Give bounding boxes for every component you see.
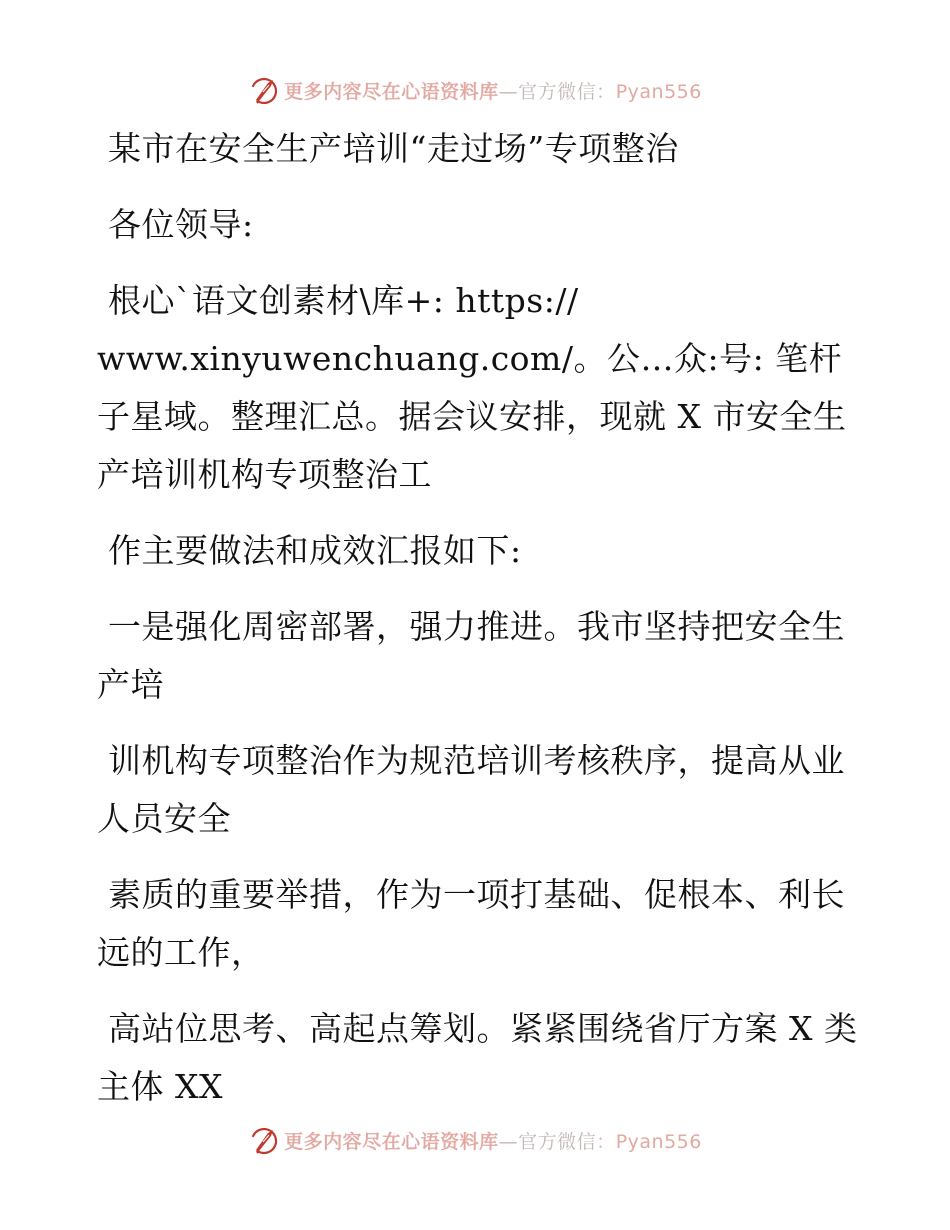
document-title: 某市在安全生产培训“走过场”专项整治 — [97, 129, 679, 168]
watermark-footer — [0, 1120, 950, 1160]
paragraph: 素质的重要举措，作为一项打基础、促根本、利长远的工作， — [97, 875, 845, 972]
paragraph: 一是强化周密部署，强力推进。我市坚持把安全生产培 — [97, 607, 845, 704]
document-body — [97, 120, 867, 1134]
paragraph: 高站位思考、高起点筹划。紧紧围绕省厅方案 X 类主体 XX — [97, 1009, 858, 1106]
paragraph: 根心`语文创素材\库+: https:// www.xinyuwenchuang.com/。公…众:号: 笔杆子星域。整理汇总。据会议安排，现就 X 市安全生产培训机构专项整治工 — [97, 281, 847, 494]
watermark-header — [0, 70, 950, 110]
watermark-text: 更多内容尽在心语资料库—官方微信：Pyan556 — [284, 80, 702, 103]
quill-pen-logo-icon — [248, 1124, 280, 1156]
paragraph: 作主要做法和成效汇报如下: — [97, 531, 522, 570]
paragraph: 各位领导: — [97, 205, 254, 244]
watermark-text: 更多内容尽在心语资料库—官方微信：Pyan556 — [284, 1130, 702, 1153]
quill-pen-logo-icon — [248, 74, 280, 106]
paragraph: 训机构专项整治作为规范培训考核秩序，提高从业人员安全 — [97, 741, 845, 838]
